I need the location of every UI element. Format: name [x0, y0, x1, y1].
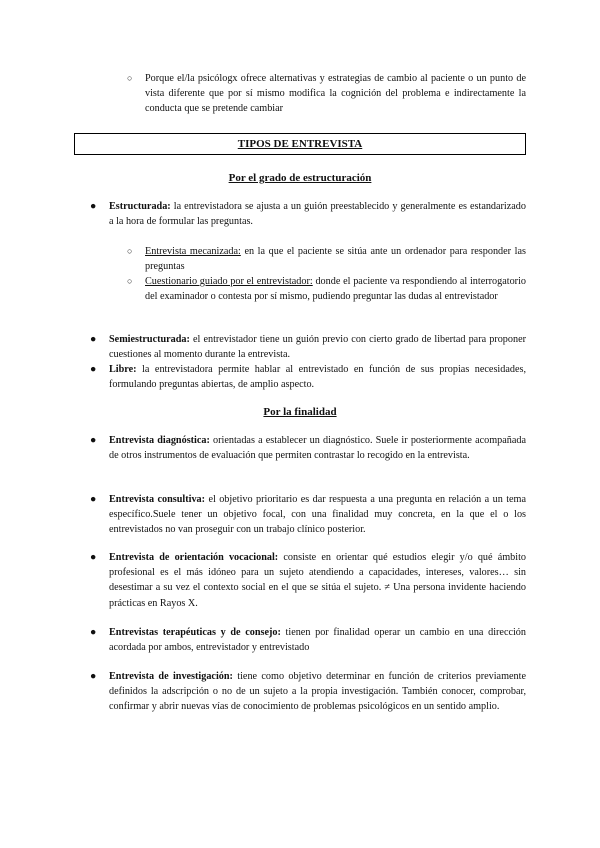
item-estructurada: Estructurada: la entrevistadora se ajusta a un guión preestablecido y generalmente es estandarizado a la hora de formular las preguntas.: [109, 201, 526, 228]
subitem-entrevista-mecanizada: Entrevista mecanizada: en la que el paciente se sitúa ante un ordenador para responder las preguntas: [145, 246, 526, 273]
item-semiestructurada: Semiestructurada: el entrevistador tiene un guión previo con cierto grado de libertad para proponer cuestiones al momento durante la entrevista.: [109, 334, 526, 361]
subsection-purpose-title: Por la finalidad: [263, 406, 337, 418]
circle-bullet-icon: ○: [127, 73, 133, 83]
bullet-icon: ●: [90, 494, 97, 505]
bullet-icon: ●: [90, 334, 97, 345]
bullet-icon: ●: [90, 552, 97, 563]
item-orientacion-vocacional: Entrevista de orientación vocacional: consiste en orientar qué estudios elegir y/o qué ámbito profesional es el más idóneo para un sujeto atendiendo a capacidades, intereses, valores… sin desestimar a su vez el contexto social en el que se sitúa el sujeto. ≠ Una persona invidente haciendo prácticas en Rayos X.: [109, 552, 526, 609]
item-entrevistas-terapeuticas: Entrevistas terapéuticas y de consejo: tienen por finalidad operar un cambio en una dirección acordada por ambos, entrevistador y entrevistado: [109, 627, 526, 654]
item-libre: Libre: la entrevistadora permite hablar al entrevistado en función de sus propias necesidades, formulando preguntas abiertas, de amplio aspecto.: [109, 364, 526, 391]
bullet-icon: ●: [90, 627, 97, 638]
item-entrevista-investigacion: Entrevista de investigación: tiene como objetivo determinar en función de criterios previamente definidos la adscripción o no de un sujeto a la propia investigación. También conocer, comprobar, confirmar y abrir nuevas vías de conocimiento de problemas psicológicos en un sentido amplio.: [109, 671, 526, 713]
item-entrevista-diagnostica: Entrevista diagnóstica: orientadas a establecer un diagnóstico. Suele ir posteriormente acompañada de otros instrumentos de evaluación que permiten contrastar lo recogido en la entrevista.: [109, 435, 526, 462]
bullet-icon: ●: [90, 364, 97, 375]
circle-bullet-icon: ○: [127, 246, 133, 256]
section-title: TIPOS DE ENTREVISTA: [237, 138, 363, 150]
item-entrevista-consultiva: Entrevista consultiva: el objetivo prioritario es dar respuesta a una pregunta en relación a un tema específico.Suele tener un objetivo focal, con una finalidad muy concreta, en la que el o los entrevistados no van proseguir con un trabajo clínico posterior.: [109, 494, 526, 536]
section-title-box: [74, 133, 526, 155]
subitem-cuestionario-guiado: Cuestionario guiado por el entrevistador: donde el paciente va respondiendo al interrogatorio del examinador o contesta por sí mismo, pudiendo preguntar las dudas al entrevistador: [145, 276, 526, 303]
intro-subitem: Porque el/la psicólogx ofrece alternativas y estrategias de cambio al paciente o un punto de vista diferente que por sí mismo modifica la cognición del problema e indirectamente la conducta que se pretende cambiar: [145, 73, 526, 115]
subsection-structure-title: Por el grado de estructuración: [228, 172, 372, 184]
circle-bullet-icon: ○: [127, 276, 133, 286]
bullet-icon: ●: [90, 671, 97, 682]
bullet-icon: ●: [90, 201, 97, 212]
bullet-icon: ●: [90, 435, 97, 446]
